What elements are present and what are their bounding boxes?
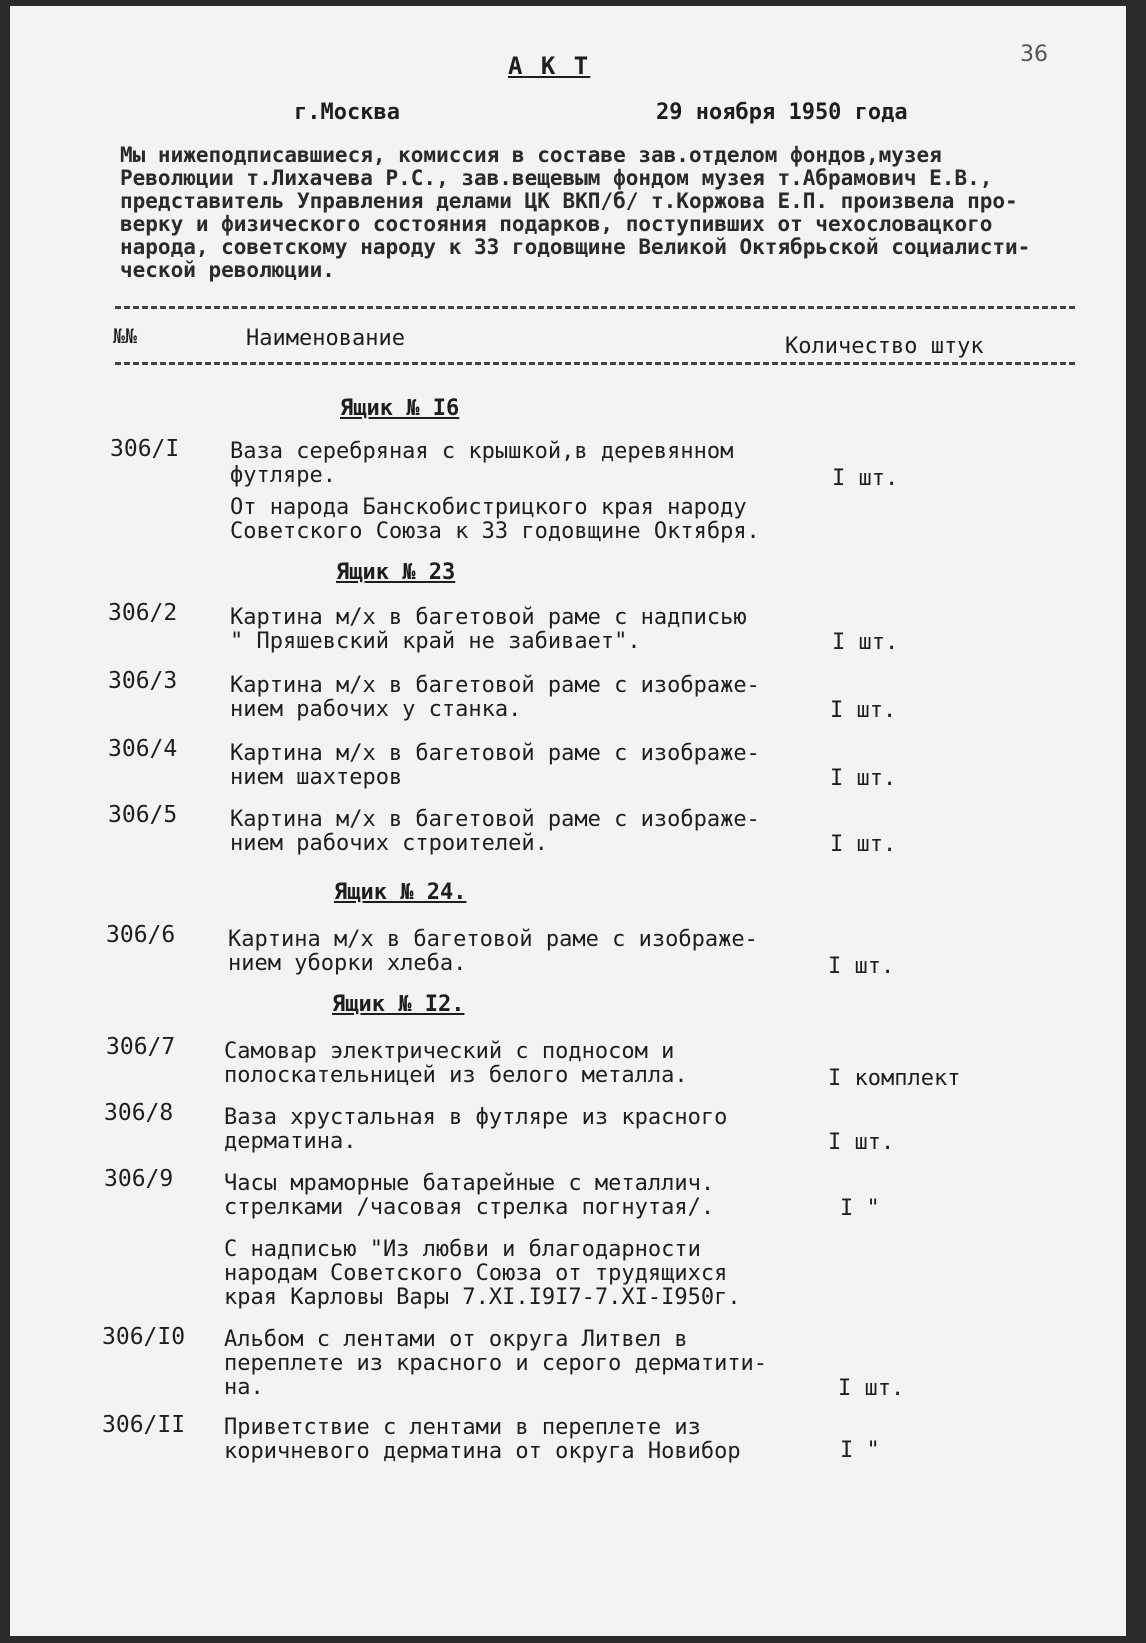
- item-number: 306/7: [106, 1034, 176, 1060]
- item-quantity: I шт.: [830, 766, 897, 791]
- page-number: 36: [1020, 42, 1048, 67]
- document-title: А К Т: [508, 52, 591, 80]
- item-quantity: I шт.: [832, 630, 899, 655]
- item-description: Ваза хрустальная в футляре из красного дерматина.: [224, 1105, 728, 1154]
- box-heading: Ящик № 23: [336, 560, 456, 585]
- header-rule-top: [115, 306, 1075, 309]
- item-quantity: I шт.: [832, 466, 899, 491]
- header-name: Наименование: [246, 326, 405, 351]
- item-description: Картина м/х в багетовой раме с изображе- нием рабочих у станка.: [230, 673, 760, 722]
- item-quantity: I ": [840, 1438, 880, 1463]
- header-rule-bottom: [115, 362, 1075, 365]
- item-number: 306/6: [106, 922, 176, 948]
- document-date: 29 ноября 1950 года: [656, 100, 908, 125]
- box-heading: Ящик № I6: [340, 396, 460, 421]
- item-number: 306/I0: [102, 1324, 186, 1350]
- item-inscription: С надписью "Из любви и благодарности народам Советского Союза от трудящихся края Карловы Вары 7.XI.I9I7-7.XI-I950г.: [224, 1237, 741, 1310]
- item-quantity: I шт.: [828, 954, 895, 979]
- box-heading: Ящик № I2.: [332, 992, 465, 1017]
- box-heading: Ящик № 24.: [334, 880, 467, 905]
- item-number: 306/3: [108, 668, 178, 694]
- item-number: 306/I: [110, 436, 180, 462]
- item-description: Картина м/х в багетовой раме с надписью " Пряшевский край не забивает".: [230, 605, 747, 654]
- item-description: Альбом с лентами от округа Литвел в переплете из красного и серого дерматити- на.: [224, 1327, 768, 1400]
- item-number: 306/2: [108, 600, 178, 626]
- item-number: 306/4: [108, 736, 178, 762]
- item-description: Картина м/х в багетовой раме с изображе- нием уборки хлеба.: [228, 927, 758, 976]
- document-city: г.Москва: [294, 100, 400, 125]
- item-number: 306/9: [104, 1166, 174, 1192]
- item-description: Ваза серебряная с крышкой,в деревянном футляре.: [230, 439, 734, 488]
- item-inscription: От народа Банскобистрицкого края народу Советского Союза к 33 годовщине Октября.: [230, 495, 760, 544]
- item-description: Самовар электрический с подносом и полоскательницей из белого металла.: [224, 1039, 688, 1088]
- item-description: Приветствие с лентами в переплете из коричневого дерматина от округа Новибор: [224, 1415, 741, 1464]
- item-quantity: I шт.: [830, 698, 897, 723]
- header-quantity: Количество штук: [785, 334, 984, 359]
- item-description: Часы мраморные батарейные с металлич. стрелками /часовая стрелка погнутая/.: [224, 1171, 715, 1220]
- item-quantity: I комплект: [828, 1066, 961, 1091]
- item-description: Картина м/х в багетовой раме с изображе- нием рабочих строителей.: [230, 807, 760, 856]
- item-quantity: I шт.: [828, 1130, 895, 1155]
- item-number: 306/II: [102, 1412, 186, 1438]
- header-number: №№: [113, 324, 138, 348]
- document-page: [10, 6, 1126, 1636]
- intro-paragraph: Мы нижеподписавшиеся, комиссия в составе зав.отделом фондов,музея Революции т.Лихачева Р.С., зав.вещевым фондом музея т.Абрамович Е.В., представитель Управления делами ЦК ВКП/б/ т.Коржова Е.П. произвела про- верку и физического состояния подарков, поступивших от чехословацкого народа, советскому народу к 33 годовщине Великой Октябрьской социалисти- ческой революции.: [120, 143, 1031, 282]
- item-number: 306/8: [104, 1100, 174, 1126]
- item-quantity: I шт.: [838, 1376, 905, 1401]
- item-description: Картина м/х в багетовой раме с изображе- нием шахтеров: [230, 741, 760, 790]
- item-quantity: I ": [840, 1196, 880, 1221]
- item-number: 306/5: [108, 802, 178, 828]
- item-quantity: I шт.: [830, 832, 897, 857]
